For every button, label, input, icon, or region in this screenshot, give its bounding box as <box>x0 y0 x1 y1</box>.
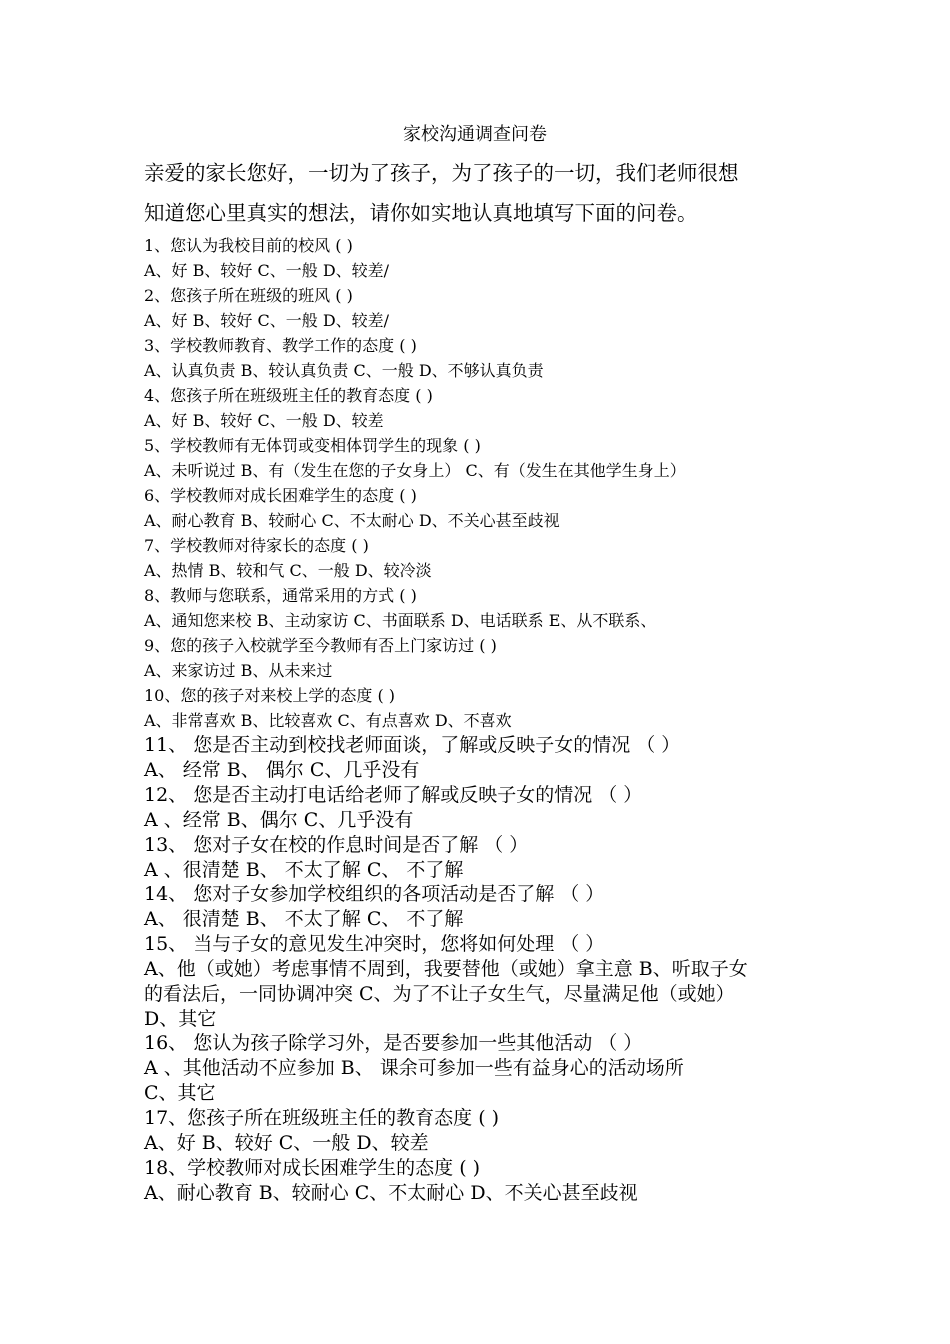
answer-18: A、耐心教育 B、较耐心 C、不太耐心 D、不关心甚至歧视 <box>144 1182 638 1204</box>
document-title: 家校沟通调查问卷 <box>403 124 547 145</box>
answer-9: A、来家访过 B、从未来过 <box>144 661 333 680</box>
answer-13: A 、很清楚 B、 不太了解 C、 不了解 <box>144 859 464 881</box>
answer-8: A、通知您来校 B、主动家访 C、书面联系 D、电话联系 E、从不联系、 <box>144 611 657 630</box>
answer-10: A、非常喜欢 B、比较喜欢 C、有点喜欢 D、不喜欢 <box>144 711 512 730</box>
answer-16-line-2: C、其它 <box>144 1082 216 1104</box>
question-13: 13、 您对子女在校的作息时间是否了解 （ ） <box>144 834 529 856</box>
question-5: 5、学校教师有无体罚或变相体罚学生的现象 ( ) <box>144 436 481 455</box>
question-9: 9、您的孩子入校就学至今教师有否上门家访过 ( ) <box>144 636 497 655</box>
answer-6: A、耐心教育 B、较耐心 C、不太耐心 D、不关心甚至歧视 <box>144 511 560 530</box>
question-17: 17、您孩子所在班级班主任的教育态度 ( ) <box>144 1107 500 1129</box>
answer-5: A、未听说过 B、有（发生在您的子女身上） C、有（发生在其他学生身上） <box>144 461 686 480</box>
question-4: 4、您孩子所在班级班主任的教育态度 ( ) <box>144 386 433 405</box>
answer-11: A、 经常 B、 偶尔 C、几乎没有 <box>144 759 420 781</box>
question-3: 3、学校教师教育、教学工作的态度 ( ) <box>144 336 417 355</box>
answer-7: A、热情 B、较和气 C、一般 D、较冷淡 <box>144 561 432 580</box>
answer-2: A、好 B、较好 C、一般 D、较差/ <box>144 311 390 330</box>
question-1: 1、您认为我校目前的校风 ( ) <box>144 236 353 255</box>
question-12: 12、 您是否主动打电话给老师了解或反映子女的情况 （ ） <box>144 784 643 806</box>
answer-16-line-1: A 、其他活动不应参加 B、 课余可参加一些有益身心的活动场所 <box>144 1057 684 1079</box>
question-10: 10、您的孩子对来校上学的态度 ( ) <box>144 686 396 705</box>
answer-3: A、认真负责 B、较认真负责 C、一般 D、不够认真负责 <box>144 361 544 380</box>
question-15: 15、 当与子女的意见发生冲突时，您将如何处理 （ ） <box>144 933 605 955</box>
question-16: 16、 您认为孩子除学习外，是否要参加一些其他活动 （ ） <box>144 1032 643 1054</box>
answer-17: A、好 B、较好 C、一般 D、较差 <box>144 1132 429 1154</box>
answer-1: A、好 B、较好 C、一般 D、较差/ <box>144 261 390 280</box>
answer-12: A 、经常 B、偶尔 C、几乎没有 <box>144 809 414 831</box>
question-8: 8、教师与您联系，通常采用的方式 ( ) <box>144 586 417 605</box>
answer-15-line-3: D、其它 <box>144 1008 217 1030</box>
question-7: 7、学校教师对待家长的态度 ( ) <box>144 536 369 555</box>
question-14: 14、 您对子女参加学校组织的各项活动是否了解 （ ） <box>144 883 605 905</box>
question-18: 18、学校教师对成长困难学生的态度 ( ) <box>144 1157 481 1179</box>
question-6: 6、学校教师对成长困难学生的态度 ( ) <box>144 486 417 505</box>
intro-line-2: 知道您心里真实的想法，请你如实地认真地填写下面的问卷。 <box>144 201 698 225</box>
intro-line-1: 亲爱的家长您好，一切为了孩子，为了孩子的一切，我们老师很想 <box>144 161 739 185</box>
question-2: 2、您孩子所在班级的班风 ( ) <box>144 286 353 305</box>
answer-15-line-2: 的看法后，一同协调冲突 C、为了不让子女生气，尽量满足他（或她） <box>144 983 735 1005</box>
answer-14: A、 很清楚 B、 不太了解 C、 不了解 <box>144 908 464 930</box>
question-11: 11、 您是否主动到校找老师面谈，了解或反映子女的情况 （ ） <box>144 734 681 756</box>
answer-15-line-1: A、他（或她）考虑事情不周到，我要替他（或她）拿主意 B、听取子女 <box>144 958 748 980</box>
answer-4: A、好 B、较好 C、一般 D、较差 <box>144 411 384 430</box>
